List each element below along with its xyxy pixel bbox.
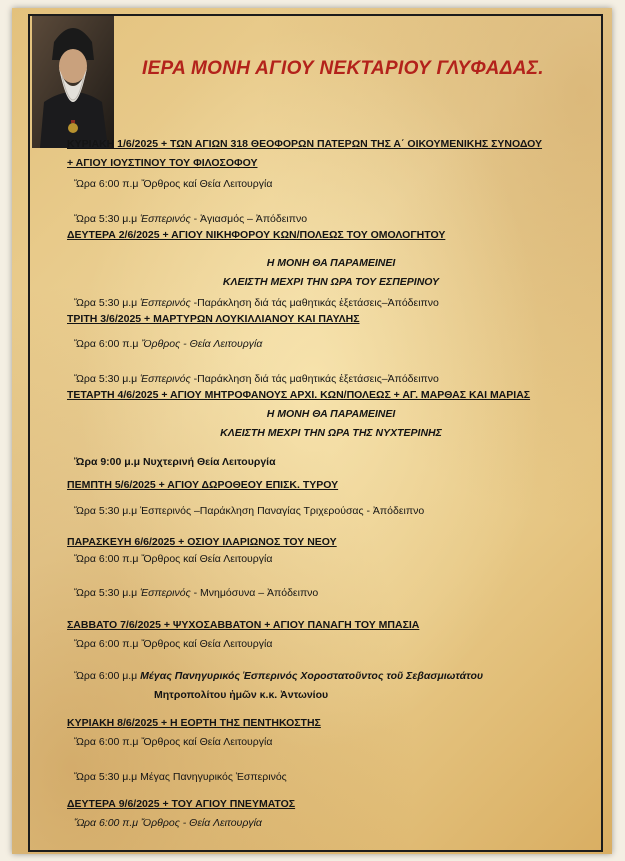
service-line: Ὥρα 5:30 μ.μ Ἑσπερινός -Παράκληση διά τάς μαθητικάς ἐξετάσεις–Ἀπόδειπνο	[74, 373, 439, 385]
service-line-cont: Μητροπολίτου ἡμῶν κ.κ. Ἀντωνίου	[154, 689, 329, 701]
service-line: Ὥρα 6:00 π.μ Ὄρθρος - Θεία Λειτουργία	[74, 817, 262, 829]
saint-portrait-image	[32, 16, 114, 148]
closure-notice: Η ΜΟΝΗ ΘΑ ΠΑΡΑΜΕΙΝΕΙ	[266, 257, 396, 269]
service-line: Ὥρα 5:30 μ.μ Ἑσπερινός –Παράκληση Παναγίας Τριχερούσας - Ἀπόδειπνο	[74, 505, 425, 517]
service-line: Ὥρα 6:00 π.μ Ὄρθρος - Θεία Λειτουργία	[74, 338, 263, 350]
service-line: Ὥρα 5:30 μ.μ Ἑσπερινός - Ἁγιασμός – Ἀπόδειπνο	[74, 213, 308, 225]
service-line: Ὥρα 5:30 μ.μ Ἑσπερινός -Παράκληση διά τάς μαθητικάς ἐξετάσεις–Ἀπόδειπνο	[74, 297, 439, 309]
day-heading-1: ΚΥΡΙΑΚΗ 1/6/2025 + ΤΩΝ ΑΓΙΩΝ 318 ΘΕΟΦΟΡΩΝ ΠΑΤΕΡΩΝ ΤΗΣ Α΄ ΟΙΚΟΥΜΕΝΙΚΗΣ ΣΥΝΟΔΟΥ	[67, 138, 543, 150]
page-title: ΙΕΡΑ ΜΟΝΗ ΑΓΙΟΥ ΝΕΚΤΑΡΙΟΥ ΓΛΥΦΑΔΑΣ.	[142, 58, 544, 79]
service-line: Ὥρα 5:30 μ.μ Ἑσπερινός - Μνημόσυνα – Ἀπόδειπνο	[74, 587, 319, 599]
service-line: Ὥρα 6:00 μ.μ Μέγας Πανηγυρικός Ἑσπερινός Χοροστατοῦντος τοῦ Σεβασμιωτάτου	[74, 670, 484, 682]
day-heading-5: ΠΕΜΠΤΗ 5/6/2025 + ΑΓΙΟΥ ΔΩΡΟΘΕΟΥ ΕΠΙΣΚ. ΤΥΡΟΥ	[67, 479, 339, 491]
closure-notice: Η ΜΟΝΗ ΘΑ ΠΑΡΑΜΕΙΝΕΙ	[266, 408, 396, 420]
day-heading-4: ΤΕΤΑΡΤΗ 4/6/2025 + ΑΓΙΟΥ ΜΗΤΡΟΦΑΝΟΥΣ ΑΡΧΙ. ΚΩΝ/ΠΟΛΕΩΣ + ΑΓ. ΜΑΡΘΑΣ ΚΑΙ ΜΑΡΙΑΣ	[67, 389, 531, 401]
service-line: Ὥρα 6:00 π.μ Ὄρθρος καί Θεία Λειτουργία	[74, 553, 273, 565]
day-heading-6: ΠΑΡΑΣΚΕΥΗ 6/6/2025 + ΟΣΙΟΥ ΙΛΑΡΙΩΝΟΣ ΤΟΥ ΝΕΟΥ	[67, 536, 337, 548]
day-heading-3: ΤΡΙΤΗ 3/6/2025 + ΜΑΡΤΥΡΩΝ ΛΟΥΚΙΛΛΙΑΝΟΥ ΚΑΙ ΠΑΥΛΗΣ	[67, 313, 360, 325]
day-heading-7: ΣΑΒΒΑΤΟ 7/6/2025 + ΨΥΧΟΣΑΒΒΑΤΟΝ + ΑΓΙΟΥ ΠΑΝΑΓΗ ΤΟΥ ΜΠΑΣΙΑ	[67, 619, 420, 631]
service-line: Ὥρα 6:00 π.μ Ὄρθρος καί Θεία Λειτουργία	[74, 638, 273, 650]
service-line: Ὥρα 5:30 μ.μ Μέγας Πανηγυρικός Ἑσπερινός	[74, 771, 287, 783]
service-line: Ὥρα 6:00 π.μ Ὄρθρος καί Θεία Λειτουργία	[74, 736, 273, 748]
closure-notice: ΚΛΕΙΣΤΗ ΜΕΧΡΙ ΤΗΝ ΩΡΑ ΤΟΥ ΕΣΠΕΡΙΝΟΥ	[222, 276, 440, 288]
day-heading-8: ΚΥΡΙΑΚΗ 8/6/2025 + Η ΕΟΡΤΗ ΤΗΣ ΠΕΝΤΗΚΟΣΤΗΣ	[67, 717, 321, 729]
day-heading-2: ΔΕΥΤΕΡΑ 2/6/2025 + ΑΓΙΟΥ ΝΙΚΗΦΟΡΟΥ ΚΩΝ/ΠΟΛΕΩΣ ΤΟΥ ΟΜΟΛΟΓΗΤΟΥ	[67, 229, 446, 241]
parchment-page	[12, 8, 612, 854]
day-heading-9: ΔΕΥΤΕΡΑ 9/6/2025 + ΤΟΥ ΑΓΙΟΥ ΠΝΕΥΜΑΤΟΣ	[67, 798, 296, 810]
service-line: Ὥρα 6:00 π.μ Ὄρθρος καί Θεία Λειτουργία	[74, 178, 273, 190]
service-line: Ὥρα 9:00 μ.μ Νυχτερινή Θεία Λειτουργία	[74, 456, 276, 468]
day-heading-1-cont: + ΑΓΙΟΥ ΙΟΥΣΤΙΝΟΥ ΤΟΥ ΦΙΛΟΣΟΦΟΥ	[67, 157, 258, 169]
closure-notice: ΚΛΕΙΣΤΗ ΜΕΧΡΙ ΤΗΝ ΩΡΑ ΤΗΣ ΝΥΧΤΕΡΙΝΗΣ	[220, 427, 442, 439]
